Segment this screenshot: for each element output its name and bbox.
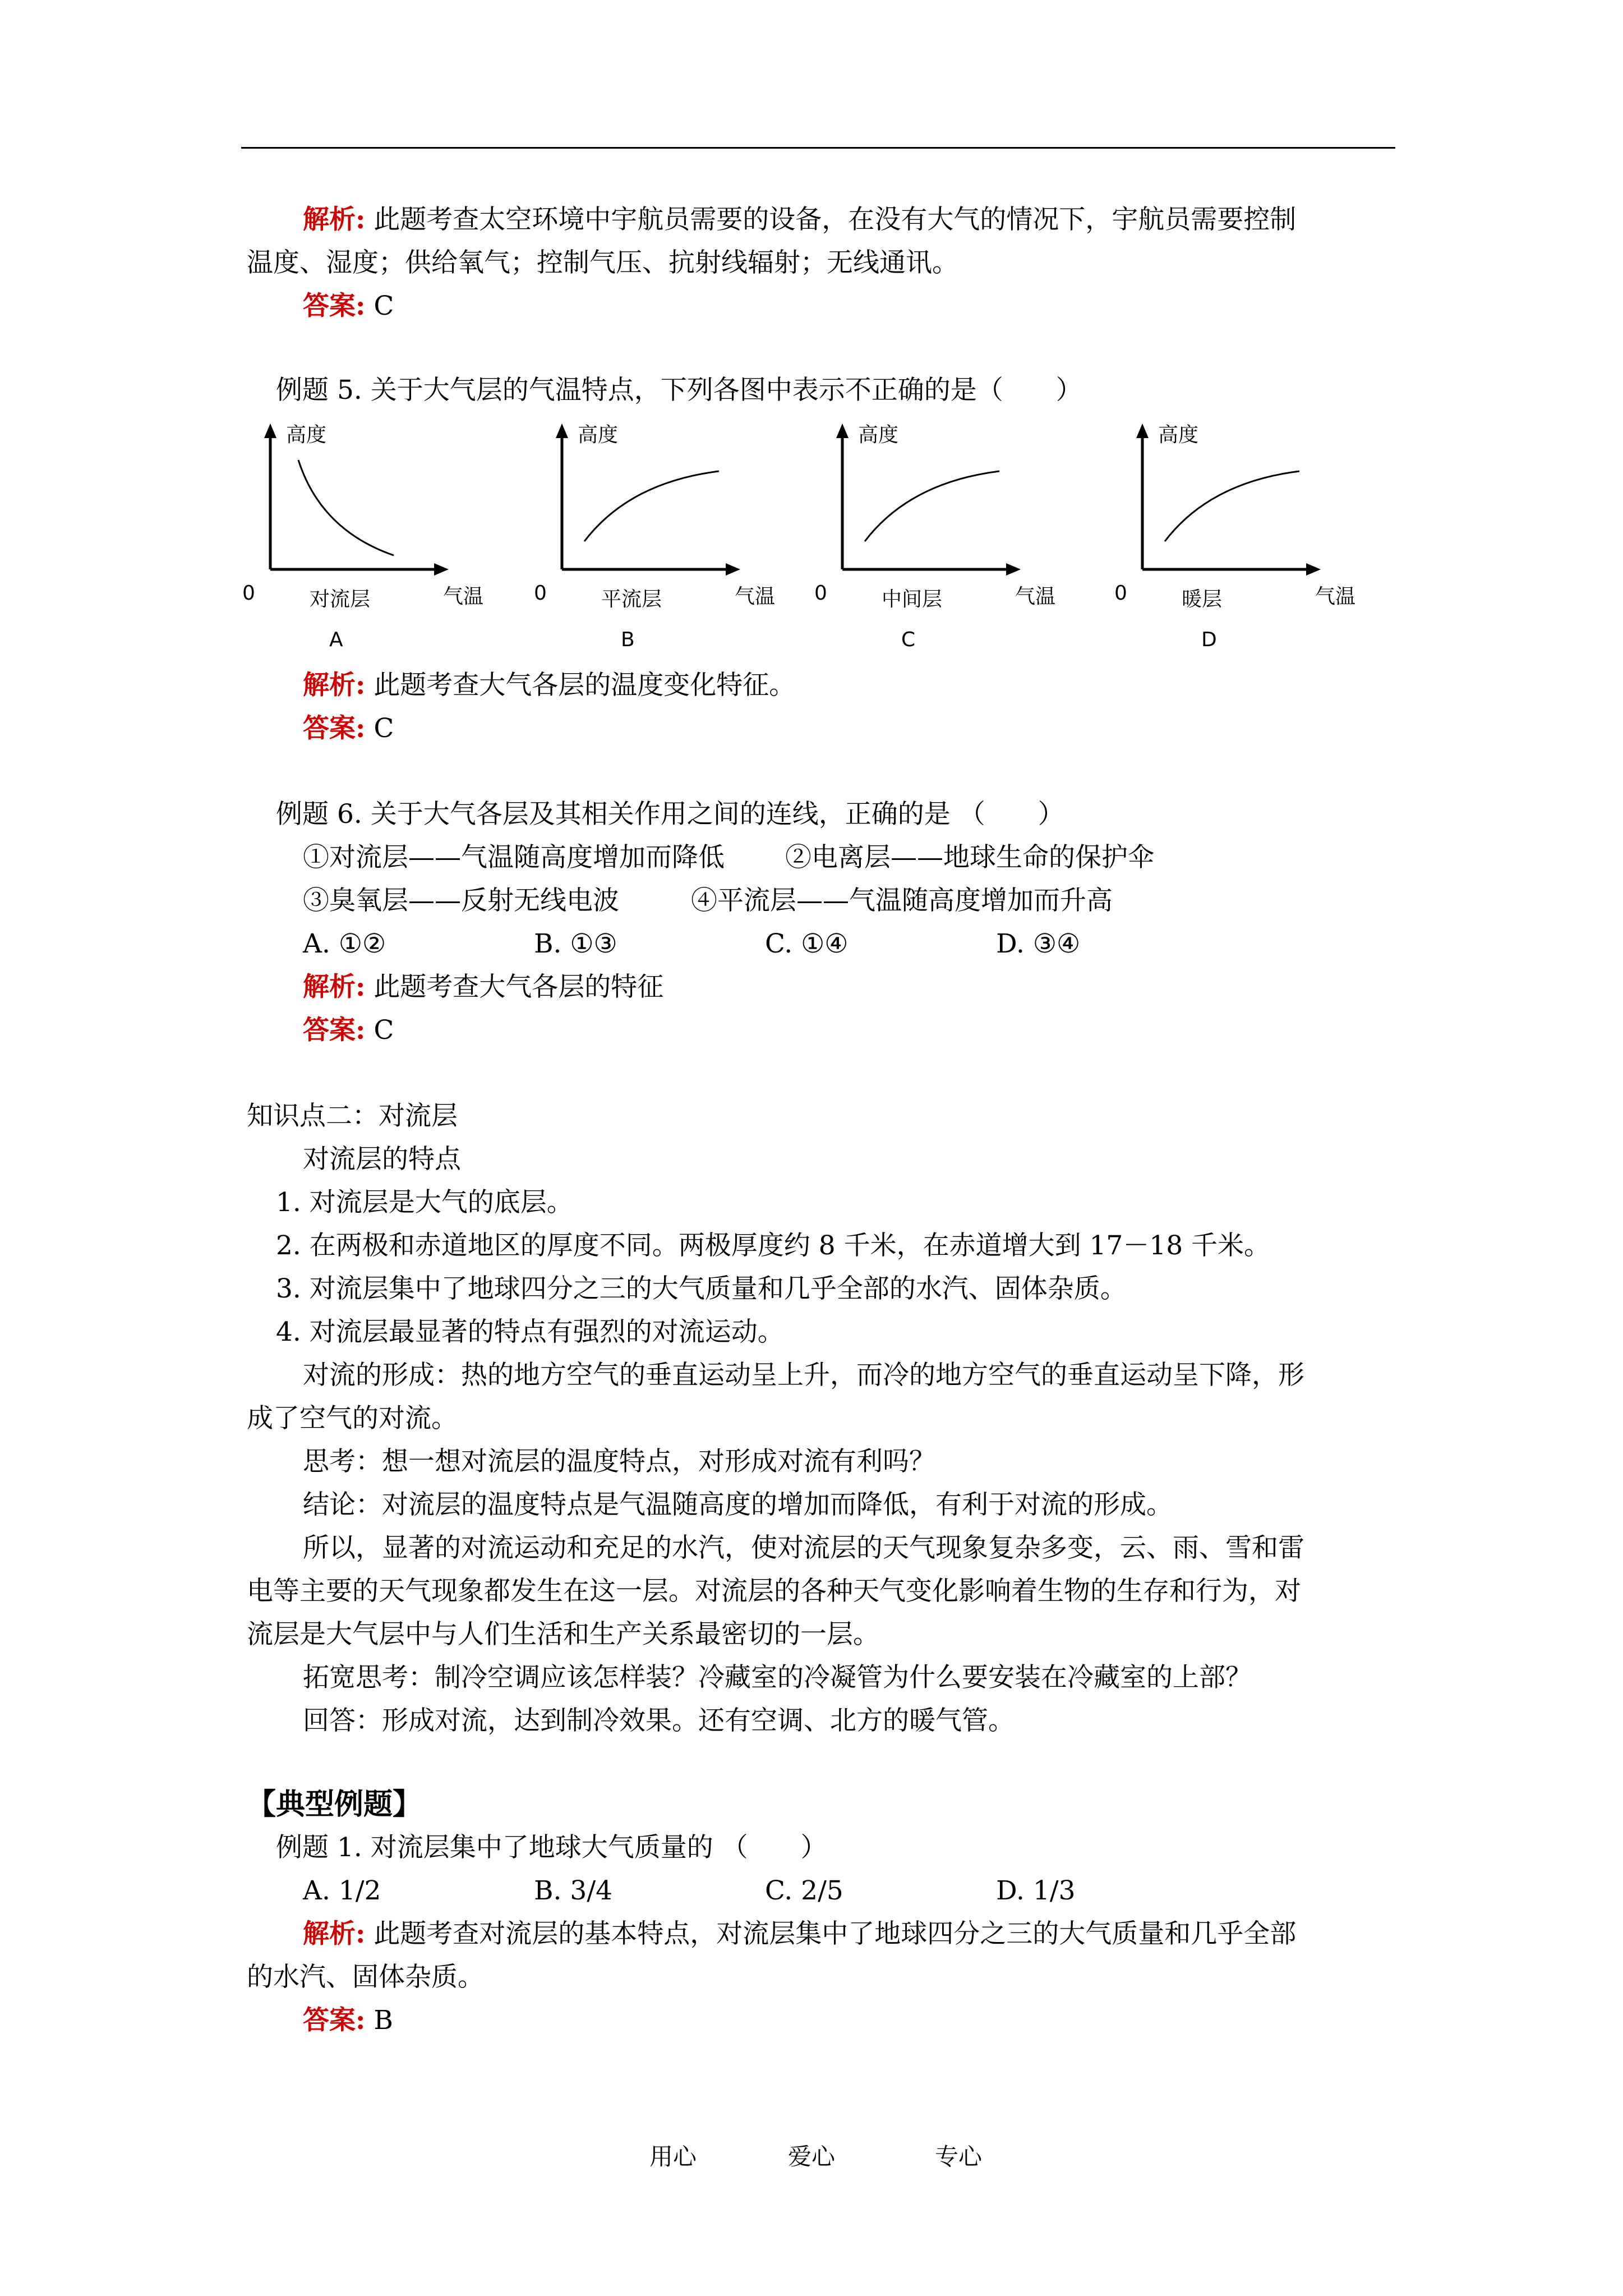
q6-option-d: D. ③④ [996,928,1081,959]
temperature-curve [1165,471,1299,541]
x-axis-arrow [434,563,449,576]
knowledge-point-4: 4. 对流层最显著的特点有强烈的对流运动。 [276,1317,784,1347]
origin-label: 0 [814,582,827,605]
q4-answer-value: C [374,291,394,321]
q6-option-b: B. ①③ [534,928,617,959]
q6-answer-label: 答案: [303,1015,366,1046]
q5-charts [242,412,1391,659]
knowledge-formation-line1: 对流的形成：热的地方空气的垂直运动呈上升，而冷的地方空气的垂直运动呈下降，形 [303,1360,1304,1391]
q6-option-c: C. ①④ [765,928,849,959]
knowledge-formation-line2: 成了空气的对流。 [247,1403,458,1434]
temperature-curve [298,460,394,555]
header-rule [241,147,1395,149]
typical-analysis-line1 [303,1916,1296,1952]
typical-option-d: D. 1/3 [996,1875,1076,1906]
temperature-curve [584,471,719,541]
x-axis-label: 气温 [443,585,484,608]
q6-item4: ④平流层——气温随高度增加而升高 [691,885,1113,916]
y-axis-label: 高度 [1158,424,1199,447]
q6-analysis-text: 此题考查大气各层的特征 [374,972,664,1002]
knowledge-subtitle: 对流层的特点 [303,1144,461,1175]
temperature-curve [865,471,999,541]
knowledge-extend: 拓宽思考：制冷空调应该怎样装？冷藏室的冷凝管为什么要安装在冷藏室的上部？ [303,1662,1252,1693]
chart-c-plot [819,412,1077,659]
chart-letter: D [1201,628,1217,651]
x-axis-label: 气温 [735,585,776,608]
q6-answer-value: C [374,1015,394,1046]
q5-analysis [303,668,795,703]
layer-label: 平流层 [601,588,662,611]
chart-b-plot [538,412,796,659]
q4-answer [303,288,394,324]
typical-answer [303,2003,393,2039]
typical-option-c: C. 2/5 [765,1875,843,1906]
typical-option-a: A. 1/2 [303,1875,381,1906]
x-axis-label: 气温 [1015,585,1056,608]
footer-word-1: 用心 [649,2143,697,2170]
knowledge-so-line3: 流层是大气层中与人们生活和生产关系最密切的一层。 [247,1619,879,1650]
chart-a [242,412,505,659]
y-axis-arrow [264,424,276,438]
q6-item3: ③臭氧层——反射无线电波 [303,885,619,916]
chart-d-plot [1119,412,1377,659]
y-axis-arrow [556,424,568,438]
chart-c [814,412,1077,659]
y-axis-arrow [1136,424,1149,438]
chart-letter: C [901,628,916,651]
y-axis-label: 高度 [286,424,327,447]
q4-analysis-line1 [303,202,1296,238]
q4-answer-label: 答案: [303,291,366,321]
typical-option-b: B. 3/4 [534,1875,613,1906]
origin-label: 0 [242,582,255,605]
x-axis-arrow [1006,563,1021,576]
q6-stem: 例题 6. 关于大气各层及其相关作用之间的连线，正确的是 （ ） [276,799,1064,830]
origin-label: 0 [534,582,547,605]
knowledge-reply: 回答：形成对流，达到制冷效果。还有空调、北方的暖气管。 [303,1705,1015,1736]
layer-label: 暖层 [1182,588,1223,611]
typical-answer-value: B [374,2005,393,2036]
chart-b [534,412,796,659]
layer-label: 对流层 [310,588,371,611]
typical-stem: 例题 1. 对流层集中了地球大气质量的 （ ） [276,1832,827,1863]
q6-option-a: A. ①② [303,928,386,959]
q4-analysis-label: 解析: [303,204,366,235]
typical-answer-label: 答案: [303,2005,366,2036]
knowledge-point-1: 1. 对流层是大气的底层。 [276,1187,573,1218]
x-axis-arrow [1306,563,1321,576]
q5-stem: 例题 5. 关于大气层的气温特点，下列各图中表示不正确的是（ ） [276,375,1082,406]
knowledge-title: 知识点二：对流层 [247,1101,458,1131]
knowledge-point-2: 2. 在两极和赤道地区的厚度不同。两极厚度约 8 千米，在赤道增大到 17－18 千米。 [276,1230,1271,1261]
typical-heading: 【典型例题】 [247,1787,422,1821]
typical-analysis-label: 解析: [303,1918,366,1949]
origin-label: 0 [1114,582,1127,605]
knowledge-conclusion: 结论：对流层的温度特点是气温随高度的增加而降低，有利于对流的形成。 [303,1489,1173,1520]
y-axis-label: 高度 [578,424,619,447]
q5-analysis-text: 此题考查大气各层的温度变化特征。 [374,670,796,701]
chart-letter: B [621,628,635,651]
q6-item2: ②电离层——地球生命的保护伞 [785,842,1154,873]
footer-word-2: 爱心 [788,2143,836,2170]
q5-answer [303,711,394,747]
knowledge-so-line2: 电等主要的天气现象都发生在这一层。对流层的各种天气变化影响着生物的生存和行为，对 [247,1576,1301,1607]
typical-analysis-line2: 的水汽、固体杂质。 [247,1962,484,1993]
q4-analysis-text: 此题考查太空环境中宇航员需要的设备，在没有大气的情况下，宇航员需要控制 [374,204,1297,235]
chart-letter: A [329,628,343,651]
typical-analysis-text: 此题考查对流层的基本特点，对流层集中了地球四分之三的大气质量和几乎全部 [374,1918,1297,1949]
knowledge-think: 思考：想一想对流层的温度特点，对形成对流有利吗？ [303,1446,935,1477]
knowledge-point-3: 3. 对流层集中了地球四分之三的大气质量和几乎全部的水汽、固体杂质。 [276,1273,1127,1304]
footer-word-3: 专心 [935,2143,983,2170]
chart-d [1114,412,1377,659]
y-axis-arrow [836,424,849,438]
x-axis-label: 气温 [1315,585,1356,608]
q6-item1: ①对流层——气温随高度增加而降低 [303,842,725,873]
q4-analysis-line2: 温度、湿度；供给氧气；控制气压、抗射线辐射；无线通讯。 [247,247,958,278]
q6-analysis [303,969,663,1005]
q6-analysis-label: 解析: [303,972,366,1002]
layer-label: 中间层 [882,588,943,611]
q6-answer [303,1013,394,1048]
x-axis-arrow [726,563,740,576]
knowledge-so-line1: 所以，显著的对流运动和充足的水汽，使对流层的天气现象复杂多变，云、雨、雪和雷 [303,1533,1304,1563]
q5-analysis-label: 解析: [303,670,366,701]
q5-answer-label: 答案: [303,713,366,744]
y-axis-label: 高度 [858,424,899,447]
chart-a-plot [247,412,505,659]
q5-answer-value: C [374,713,394,744]
